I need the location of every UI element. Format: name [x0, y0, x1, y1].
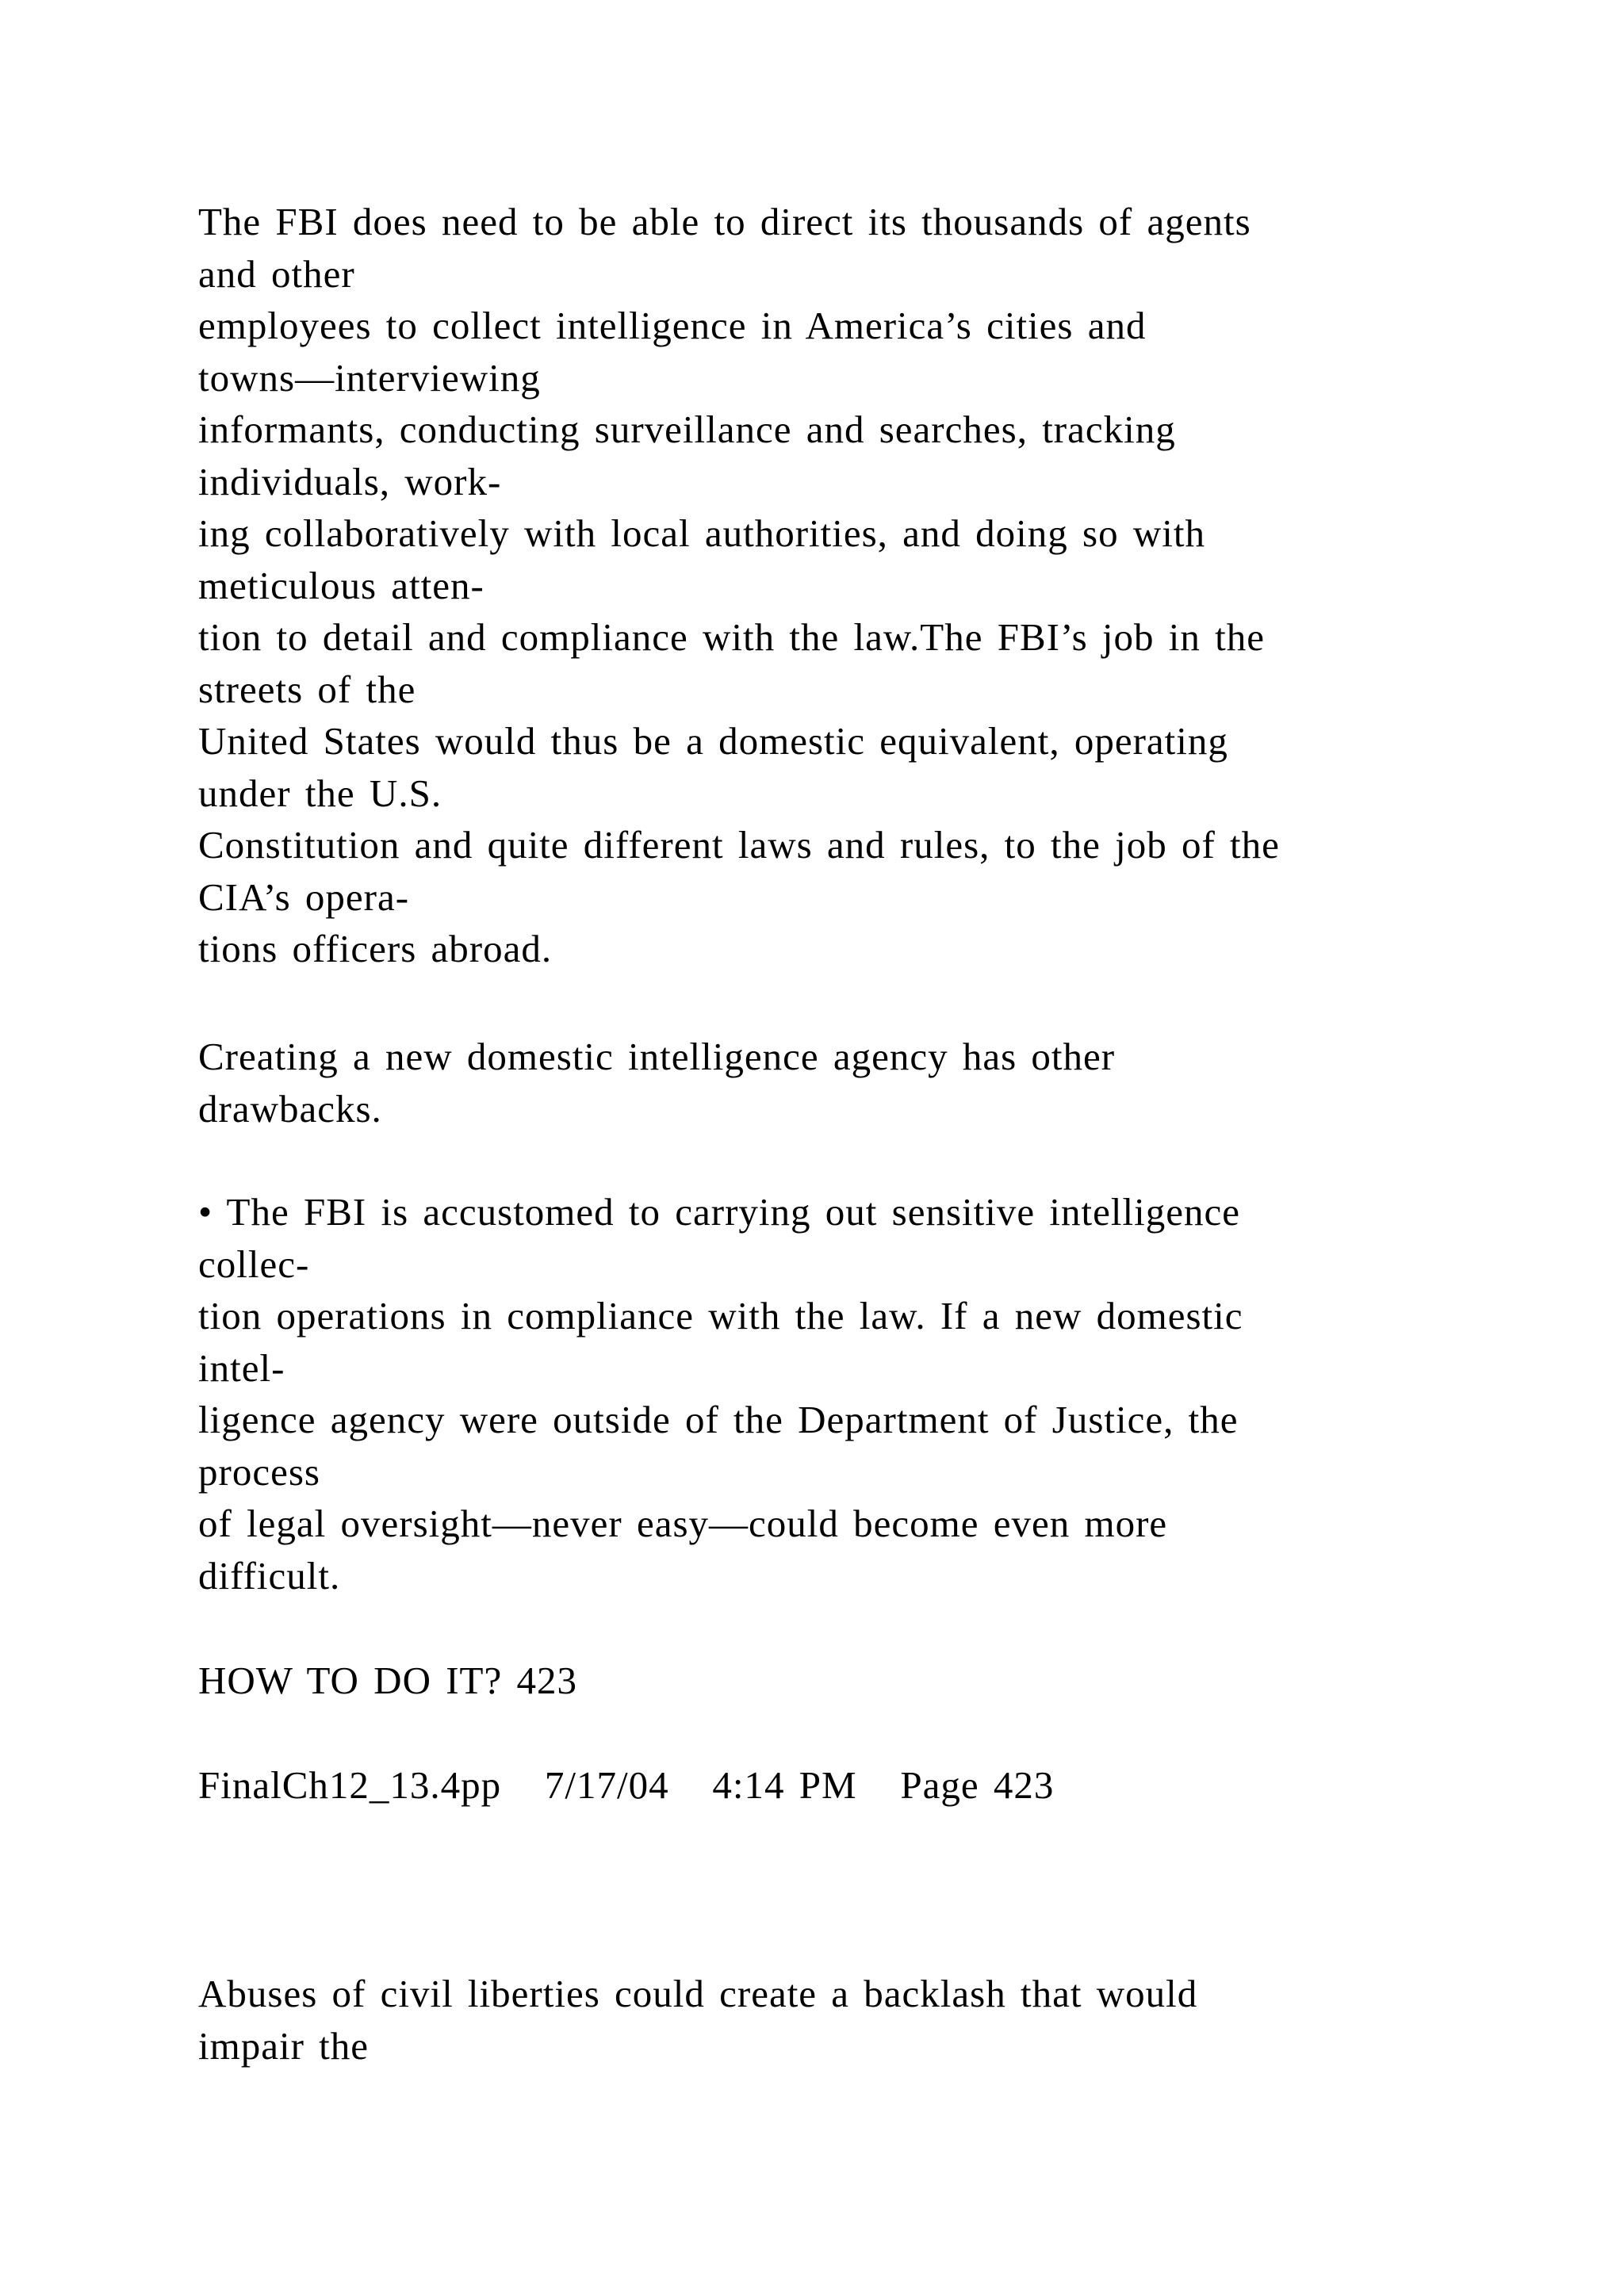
text-line: towns—interviewing	[198, 355, 541, 400]
text-line: tion operations in compliance with the law. If a new domestic	[198, 1294, 1243, 1337]
paragraph-fbi-direct-agents	[198, 196, 1467, 975]
text-line: tion to detail and compliance with the law.The FBI’s job in the	[198, 615, 1266, 659]
text-line: CIA’s opera-	[198, 874, 410, 919]
paragraph-civil-liberties	[198, 1968, 1467, 2072]
paragraph-new-agency-drawbacks	[198, 1031, 1467, 1135]
text-line: difficult.	[198, 1553, 341, 1598]
text-line: ligence agency were outside of the Department of Justice, the	[198, 1398, 1239, 1441]
text-line: under the U.S.	[198, 771, 442, 815]
file-stamp-text: FinalCh12_13.4pp 7/17/04 4:14 PM Page 423	[198, 1763, 1055, 1807]
text-line: • The FBI is accustomed to carrying out sensitive intelligence	[198, 1190, 1240, 1234]
text-line: United States would thus be a domestic equivalent, operating	[198, 719, 1228, 763]
text-line: individuals, work-	[198, 459, 502, 503]
text-line: tions officers abroad.	[198, 927, 553, 970]
text-line: employees to collect intelligence in America’s cities and	[198, 304, 1147, 347]
text-line: collec-	[198, 1242, 310, 1286]
text-line: of legal oversight—never easy—could become even more	[198, 1502, 1168, 1545]
text-line: informants, conducting surveillance and searches, tracking	[198, 408, 1176, 451]
text-line: The FBI does need to be able to direct its thousands of agents	[198, 200, 1251, 243]
running-footer	[198, 1655, 1467, 1707]
text-line: Constitution and quite different laws and rules, to the job of the	[198, 823, 1280, 867]
text-line: intel-	[198, 1345, 285, 1390]
text-line: ing collaboratively with local authorities, and doing so with	[198, 511, 1205, 555]
text-line: Abuses of civil liberties could create a backlash that would	[198, 1972, 1198, 2015]
text-line: process	[198, 1449, 320, 1494]
text-line: meticulous atten-	[198, 563, 485, 607]
text-line: drawbacks.	[198, 1086, 382, 1131]
text-line: and other	[198, 251, 355, 296]
text-line: impair the	[198, 2023, 370, 2068]
bullet-paragraph-legal-oversight	[198, 1186, 1467, 1601]
text-line: streets of the	[198, 667, 416, 711]
file-stamp	[198, 1759, 1467, 1812]
text-line: Creating a new domestic intelligence agency has other	[198, 1035, 1116, 1078]
footer-text: HOW TO DO IT? 423	[198, 1659, 577, 1702]
